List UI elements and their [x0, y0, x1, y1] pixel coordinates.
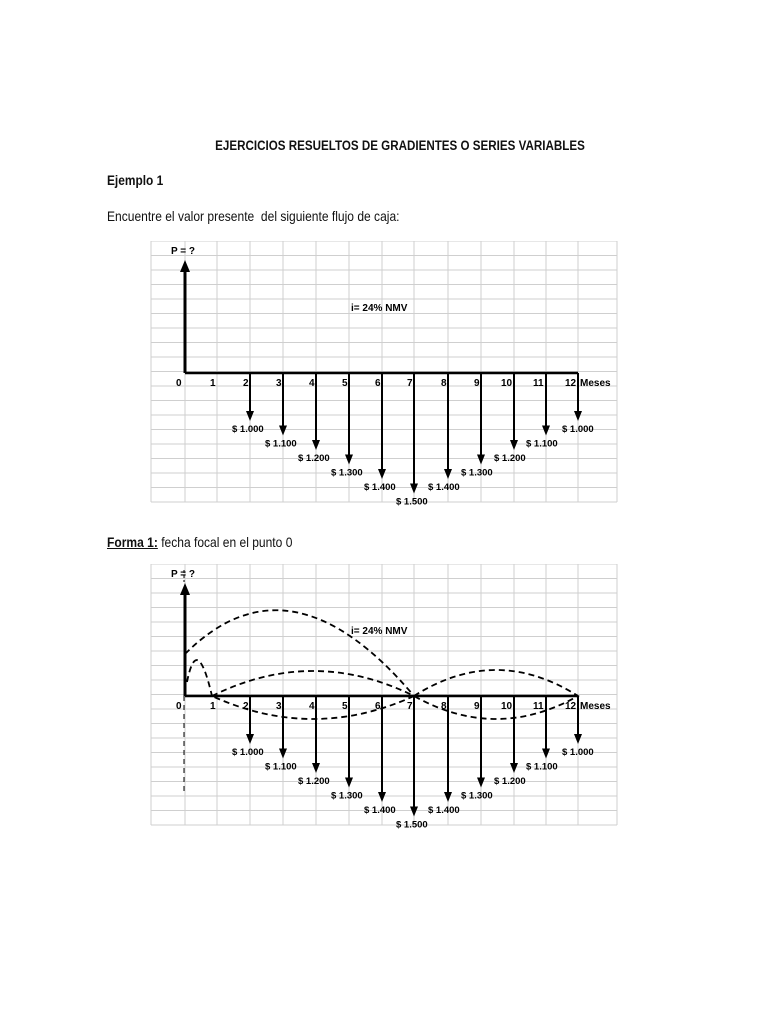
payment-label: $ 1.200: [298, 453, 330, 464]
period-tick-label: 7: [407, 701, 413, 712]
payment-label: $ 1.300: [461, 790, 493, 802]
cash-flow-chart-1: [0, 241, 768, 506]
period-tick-label: 2: [243, 378, 249, 389]
period-tick-label: 7: [407, 378, 413, 389]
period-tick-label: 6: [375, 701, 381, 712]
period-tick-label: 1: [210, 701, 216, 712]
present-value-arrowhead: [180, 260, 190, 272]
payment-label: $ 1.000: [232, 747, 264, 758]
payment-label: $ 1.300: [331, 467, 363, 479]
payment-label: $ 1.500: [396, 496, 428, 506]
payment-label: $ 1.400: [364, 805, 396, 816]
payment-arrowhead: [444, 469, 452, 479]
forma-text: fecha focal en el punto 0: [157, 534, 293, 550]
payment-label: $ 1.000: [562, 747, 594, 758]
payment-label: $ 1.400: [428, 805, 460, 816]
period-tick-label: 9: [474, 378, 480, 389]
intro-text: Encuentre el valor presente del siguiente flujo de caja:: [107, 208, 400, 224]
payment-arrowhead: [378, 792, 386, 802]
period-tick-label: 8: [441, 378, 447, 389]
payment-label: $ 1.100: [526, 761, 558, 773]
period-tick-label: 12: [565, 378, 577, 389]
present-value-arrowhead: [180, 583, 190, 595]
payment-arrowhead: [246, 411, 254, 421]
payment-label: $ 1.500: [396, 819, 428, 829]
payment-arrowhead: [542, 426, 550, 436]
interest-rate-label: i= 24% NMV: [351, 303, 408, 314]
payment-arrowhead: [510, 440, 518, 450]
forma-label: Forma 1:: [107, 534, 158, 550]
payment-arrowhead: [574, 734, 582, 744]
payment-label: $ 1.400: [428, 482, 460, 493]
page-title: EJERCICIOS RESUELTOS DE GRADIENTES O SERIES VARIABLES: [215, 138, 585, 153]
example-heading: Ejemplo 1: [107, 172, 164, 188]
forma-line: [107, 534, 292, 550]
present-value-label: P = ?: [171, 246, 195, 257]
period-tick-label: 9: [474, 701, 480, 712]
payment-label: $ 1.400: [364, 482, 396, 493]
payment-arrowhead: [410, 484, 418, 494]
period-tick-label: 10: [501, 701, 513, 712]
period-tick-label: 12: [565, 701, 577, 712]
period-tick-label: 0: [176, 378, 182, 389]
payment-label: $ 1.000: [232, 424, 264, 435]
period-tick-label: 11: [533, 701, 544, 712]
payment-arrowhead: [312, 763, 320, 773]
period-tick-label: 8: [441, 701, 447, 712]
period-tick-label: 2: [243, 701, 249, 712]
payment-arrowhead: [378, 469, 386, 479]
cash-flow-chart-2: [0, 564, 768, 829]
period-tick-label: 5: [342, 701, 348, 712]
period-tick-label: 4: [309, 378, 315, 389]
payment-arrowhead: [542, 749, 550, 759]
period-unit-label: Meses: [580, 701, 611, 712]
period-tick-label: 3: [276, 378, 282, 389]
payment-label: $ 1.200: [494, 776, 526, 787]
payment-arrowhead: [510, 763, 518, 773]
payment-arrowhead: [410, 807, 418, 817]
payment-arrowhead: [477, 778, 485, 788]
payment-arrowhead: [279, 426, 287, 436]
payment-label: $ 1.200: [494, 453, 526, 464]
interest-rate-label: i= 24% NMV: [351, 626, 408, 637]
period-tick-label: 4: [309, 701, 315, 712]
period-tick-label: 5: [342, 378, 348, 389]
period-tick-label: 3: [276, 701, 282, 712]
payment-arrowhead: [444, 792, 452, 802]
payment-label: $ 1.100: [265, 761, 297, 773]
present-value-label: P = ?: [171, 569, 195, 580]
payment-label: $ 1.300: [461, 467, 493, 479]
period-tick-label: 11: [533, 378, 544, 389]
period-tick-label: 6: [375, 378, 381, 389]
payment-arrowhead: [312, 440, 320, 450]
payment-arrowhead: [345, 455, 353, 465]
payment-arrowhead: [246, 734, 254, 744]
payment-label: $ 1.300: [331, 790, 363, 802]
period-tick-label: 1: [210, 378, 216, 389]
payment-arrowhead: [574, 411, 582, 421]
payment-label: $ 1.100: [526, 438, 558, 450]
payment-arrowhead: [345, 778, 353, 788]
discount-arc-large: [185, 610, 414, 696]
period-tick-label: 10: [501, 378, 513, 389]
payment-arrowhead: [477, 455, 485, 465]
payment-label: $ 1.100: [265, 438, 297, 450]
payment-arrowhead: [279, 749, 287, 759]
payment-label: $ 1.200: [298, 776, 330, 787]
payment-label: $ 1.000: [562, 424, 594, 435]
period-unit-label: Meses: [580, 378, 611, 389]
period-tick-label: 0: [176, 701, 182, 712]
